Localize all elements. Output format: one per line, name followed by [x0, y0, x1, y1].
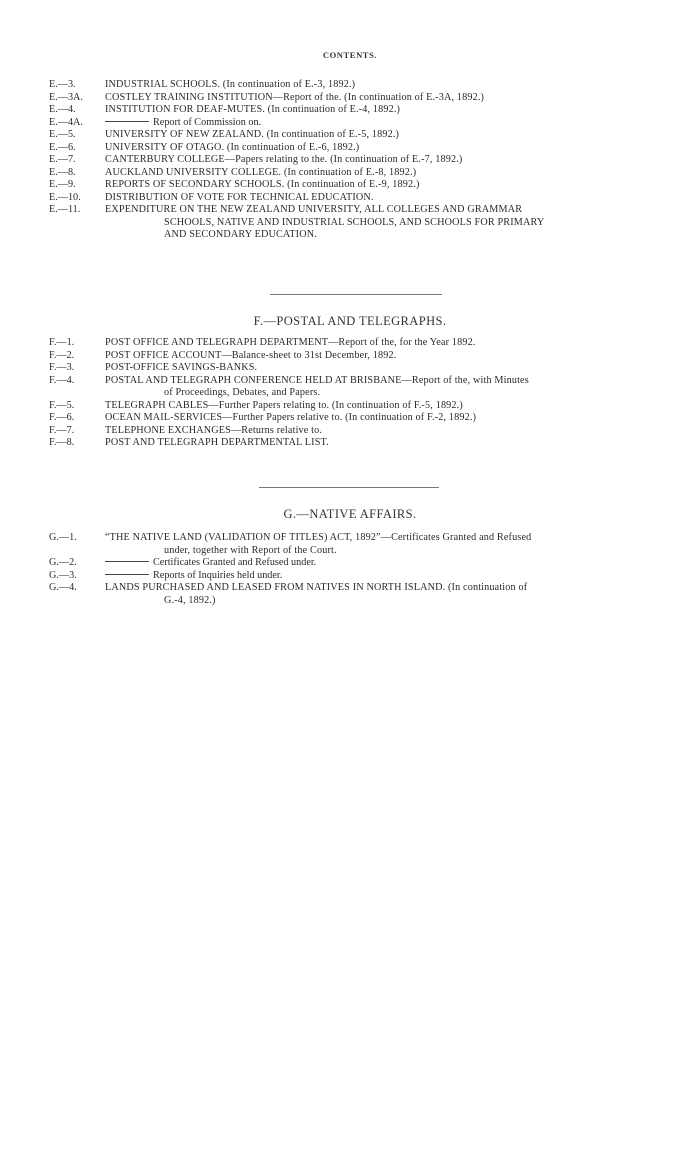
entry-text: EXPENDITURE ON THE NEW ZEALAND UNIVERSITY, ALL COLLEGES AND GRAMMAR	[105, 204, 523, 215]
entry-e-4	[49, 104, 665, 117]
entry-f-4	[49, 375, 665, 400]
entry-code: E.—4A.	[49, 116, 83, 128]
entry-f-1	[49, 337, 665, 350]
section-heading-postal: F.—POSTAL AND TELEGRAPHS.	[253, 314, 447, 328]
entry-code: E.—4.	[49, 104, 76, 115]
entry-code: E.—8.	[49, 166, 76, 178]
entry-text: OCEAN MAIL-SERVICES—Further Papers relative to. (In continuation of F.-2, 1892.)	[105, 412, 477, 423]
entry-code: F.—1.	[49, 337, 75, 348]
entry-code: F.—5.	[49, 399, 75, 411]
entry-text: Report of Commission on.	[153, 116, 262, 128]
entry-text: COSTLEY TRAINING INSTITUTION—Report of the. (In continuation of E.-3A, 1892.)	[105, 91, 485, 103]
entry-continuation: SCHOOLS, NATIVE AND INDUSTRIAL SCHOOLS, AND SCHOOLS FOR PRIMARY	[164, 216, 545, 228]
entry-continuation: of Proceedings, Debates, and Papers.	[164, 387, 321, 398]
entry-code: F.—2.	[49, 349, 75, 361]
entry-code: G.—3.	[49, 569, 77, 581]
entry-code: F.—7.	[49, 424, 75, 436]
entry-text: DISTRIBUTION OF VOTE FOR TECHNICAL EDUCATION.	[105, 191, 374, 203]
entry-continuation: under, together with Report of the Court.	[164, 544, 337, 556]
entry-text: POST AND TELEGRAPH DEPARTMENTAL LIST.	[105, 437, 329, 448]
entry-g-4	[49, 582, 665, 607]
entry-code: E.—7.	[49, 154, 76, 165]
entry-e-7	[49, 154, 665, 167]
entry-code: F.—3.	[49, 362, 75, 373]
entry-text: POST OFFICE AND TELEGRAPH DEPARTMENT—Report of the, for the Year 1892.	[105, 337, 476, 348]
section-divider	[270, 294, 442, 295]
entry-e-10	[49, 192, 665, 205]
entry-code: E.—11.	[49, 204, 81, 215]
section-heading-native: G.—NATIVE AFFAIRS.	[283, 507, 417, 521]
entry-code: F.—8.	[49, 437, 75, 448]
entry-text: AUCKLAND UNIVERSITY COLLEGE. (In continuation of E.-8, 1892.)	[105, 166, 417, 178]
entry-f-3	[49, 362, 665, 375]
entry-code: E.—5.	[49, 129, 76, 140]
entry-text: POSTAL AND TELEGRAPH CONFERENCE HELD AT BRISBANE—Report of the, with Minutes	[105, 374, 529, 386]
entry-continuation: AND SECONDARY EDUCATION.	[164, 229, 317, 240]
entry-text: UNIVERSITY OF NEW ZEALAND. (In continuation of E.-5, 1892.)	[105, 129, 400, 140]
section-f-list	[49, 337, 665, 450]
entry-code: F.—6.	[49, 412, 75, 423]
entry-text: INSTITUTION FOR DEAF-MUTES. (In continuation of E.-4, 1892.)	[105, 104, 401, 115]
ditto-dash	[105, 574, 149, 575]
entry-f-8	[49, 437, 665, 450]
ditto-dash	[105, 121, 149, 122]
entry-text: INDUSTRIAL SCHOOLS. (In continuation of E.-3, 1892.)	[105, 79, 356, 90]
entry-code: G.—1.	[49, 532, 77, 543]
entry-e-3a	[49, 92, 665, 105]
entry-code: G.—2.	[49, 557, 77, 568]
entry-text: POST OFFICE ACCOUNT—Balance-sheet to 31st December, 1892.	[105, 349, 397, 361]
entry-g-1	[49, 532, 665, 557]
entry-text: LANDS PURCHASED AND LEASED FROM NATIVES IN NORTH ISLAND. (In continuation of	[105, 582, 528, 593]
entry-e-9	[49, 179, 665, 192]
running-head: CONTENTS.	[322, 50, 378, 60]
entry-e-6	[49, 142, 665, 155]
entry-e-11	[49, 204, 665, 242]
section-g-list	[49, 532, 665, 607]
entry-f-7	[49, 425, 665, 438]
entry-text: Reports of Inquiries held under.	[153, 569, 283, 581]
entry-code: G.—4.	[49, 582, 77, 593]
entry-text: UNIVERSITY OF OTAGO. (In continuation of E.-6, 1892.)	[105, 141, 360, 153]
entry-text: POST-OFFICE SAVINGS-BANKS.	[105, 362, 258, 373]
entry-text: REPORTS OF SECONDARY SCHOOLS. (In continuation of E.-9, 1892.)	[105, 179, 420, 190]
entry-e-5	[49, 129, 665, 142]
entry-e-3	[49, 79, 665, 92]
section-e-list	[49, 79, 665, 242]
entry-f-5	[49, 400, 665, 413]
entry-code: E.—10.	[49, 191, 81, 203]
entry-g-3	[49, 570, 665, 583]
entry-text: Certificates Granted and Refused under.	[153, 557, 317, 568]
entry-g-2	[49, 557, 665, 570]
entry-continuation: G.-4, 1892.)	[164, 594, 216, 606]
entry-e-4a	[49, 117, 665, 130]
entry-f-2	[49, 350, 665, 363]
entry-text: TELEPHONE EXCHANGES—Returns relative to.	[105, 424, 323, 436]
entry-code: E.—3A.	[49, 91, 83, 103]
entry-code: E.—9.	[49, 179, 76, 190]
entry-e-8	[49, 167, 665, 180]
entry-f-6	[49, 412, 665, 425]
entry-text: TELEGRAPH CABLES—Further Papers relating to. (In continuation of F.-5, 1892.)	[105, 399, 463, 411]
entry-text: “THE NATIVE LAND (VALIDATION OF TITLES) ACT, 1892”—Certificates Granted and Refused	[105, 532, 532, 543]
entry-text: CANTERBURY COLLEGE—Papers relating to the. (In continuation of E.-7, 1892.)	[105, 154, 463, 165]
ditto-dash	[105, 561, 149, 562]
section-divider	[259, 487, 439, 488]
entry-code: E.—6.	[49, 141, 76, 153]
entry-code: F.—4.	[49, 374, 75, 386]
entry-code: E.—3.	[49, 79, 76, 90]
